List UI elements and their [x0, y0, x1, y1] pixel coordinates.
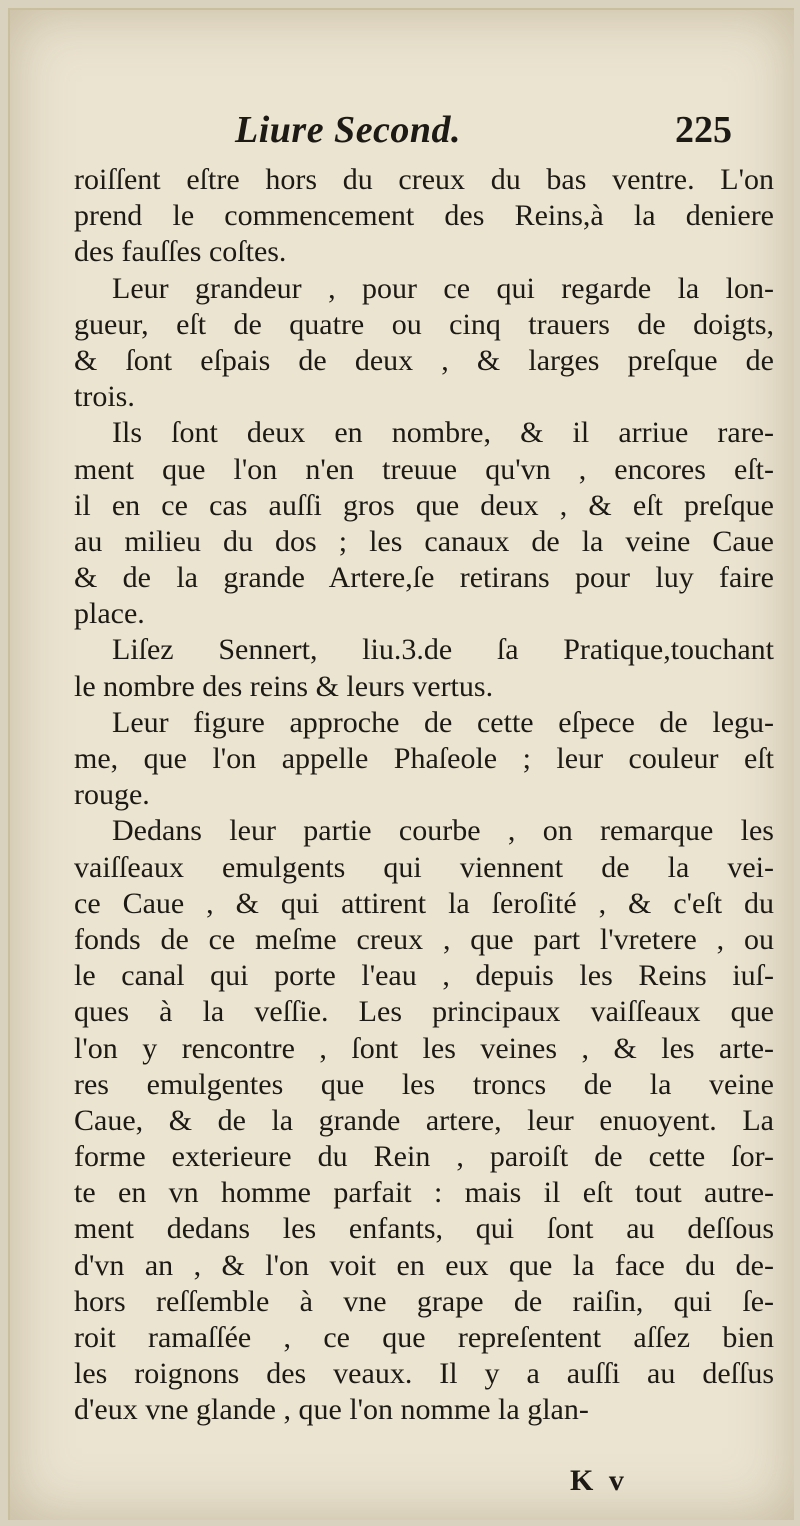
text-line: l'on y rencontre , ſont les veines , & les arte- [74, 1031, 774, 1065]
text-line: res emulgentes que les troncs de la veine [74, 1067, 774, 1101]
text-line: hors reſſemble à vne grape de raiſin, qui ſe- [74, 1284, 774, 1318]
text-line: te en vn homme parfait : mais il eſt tout autre- [74, 1176, 774, 1210]
text-line: il en ce cas auſſi gros que deux , & eſt preſque [74, 488, 774, 522]
text-line: d'eux vne glande , que l'on nomme la glan- [74, 1393, 589, 1427]
text-line: me, que l'on appelle Phaſeole ; leur couleur eſt [74, 742, 774, 775]
book-page [8, 8, 794, 1520]
text-line: au milieu du dos ; les canaux de la veine Caue [74, 524, 774, 558]
text-line: trois. [74, 380, 135, 414]
text-line: roit ramaſſée , ce que repreſentent aſſez bien [74, 1321, 774, 1354]
text-line: fonds de ce meſme creux , que part l'vretere , ou [74, 922, 774, 956]
signature-mark: K v [570, 1464, 628, 1497]
body-text [74, 162, 774, 1429]
text-line: des fauſſes coſtes. [74, 235, 287, 269]
text-line: ce Caue , & qui attirent la ſeroſité , & c'eſt du [74, 886, 774, 920]
text-line: gueur, eſt de quatre ou cinq trauers de doigts, [74, 307, 774, 341]
text-line: le canal qui porte l'eau , depuis les Reins iuſ- [74, 959, 774, 993]
text-line: prend le commencement des Reins,à la deniere [74, 199, 774, 233]
text-line: Caue, & de la grande artere, leur enuoyent. La [74, 1103, 774, 1137]
text-line: ques à la veſſie. Les principaux vaiſſeaux que [74, 995, 774, 1029]
text-line: Liſez Sennert, liu.3.de ſa Pratique,touchant [112, 633, 774, 667]
text-line: Leur figure approche de cette eſpece de legu- [112, 705, 774, 739]
text-line: forme exterieure du Rein , paroiſt de cette ſor- [74, 1140, 774, 1174]
text-line: & de la grande Artere,ſe retirans pour luy faire [74, 561, 774, 595]
text-line: Dedans leur partie courbe , on remarque les [112, 814, 774, 848]
text-line: place. [74, 597, 145, 631]
text-line: vaiſſeaux emulgents qui viennent de la vei- [74, 850, 774, 884]
text-line: ment dedans les enfants, qui ſont au deſſous [74, 1212, 774, 1246]
text-line: rouge. [74, 778, 150, 812]
page-number: 225 [675, 109, 732, 151]
text-line: & ſont eſpais de deux , & larges preſque de [74, 343, 774, 377]
running-title: Liure Second. [235, 109, 462, 151]
text-line: d'vn an , & l'on voit en eux que la face du de- [74, 1248, 774, 1282]
page-header [10, 108, 794, 160]
text-line: ment que l'on n'en treuue qu'vn , encores eſt- [74, 452, 774, 486]
text-line: le nombre des reins & leurs vertus. [74, 669, 494, 703]
text-line: Ils ſont deux en nombre, & il arriue rare- [112, 416, 774, 450]
text-line: Leur grandeur , pour ce qui regarde la lon- [112, 271, 774, 305]
text-line: roiſſent eſtre hors du creux du bas ventre. L'on [74, 163, 774, 196]
text-line: les roignons des veaux. Il y a auſſi au deſſus [74, 1357, 774, 1391]
